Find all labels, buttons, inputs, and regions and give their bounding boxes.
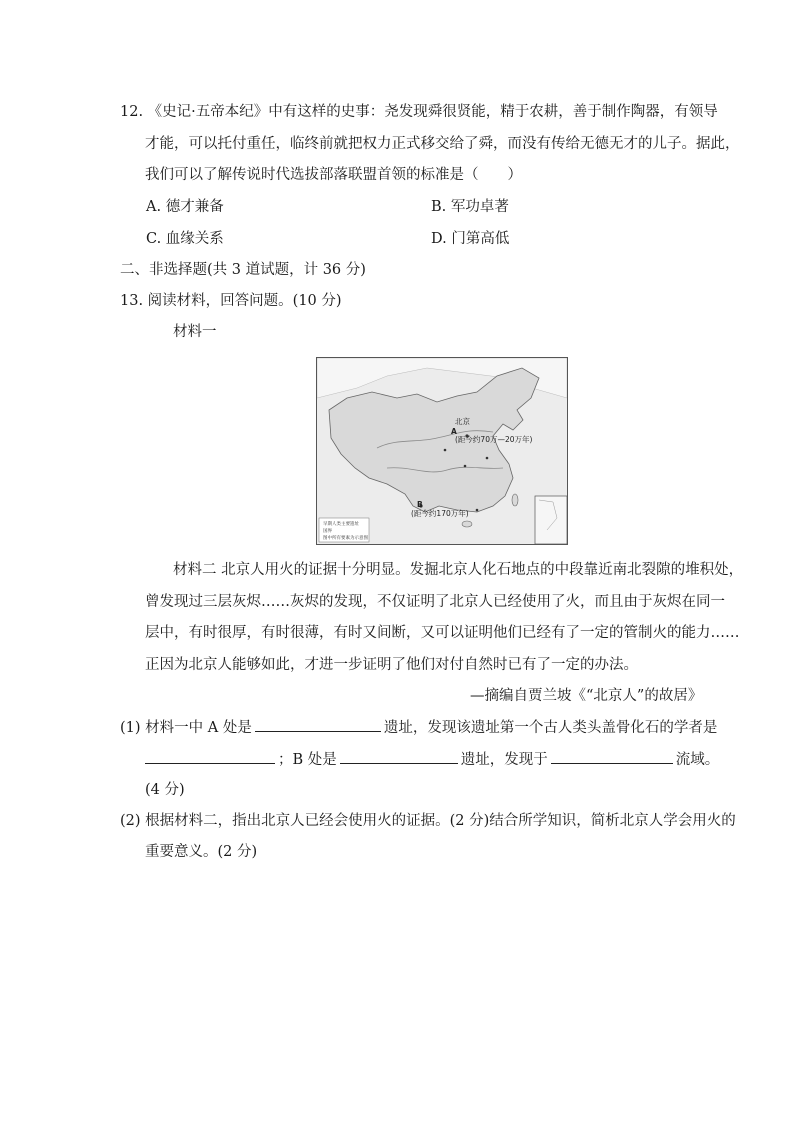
- material1-label: 材料一: [173, 324, 217, 340]
- material2-line-1: 材料二 北京人用火的证据十分明显。发掘北京人化石地点的中段靠近南北裂隙的堆积处，: [173, 562, 744, 578]
- section-heading: 二、非选择题(共 3 道试题，计 36 分): [120, 262, 366, 278]
- material2-line-3: 层中，有时很厚，有时很薄，有时又间断，又可以证明他们已经有了一定的管制火的能力……: [145, 625, 740, 641]
- answer-blank-site-a[interactable]: [255, 717, 381, 732]
- q12-line-2: 才能，可以托付重任，临终前就把权力正式移交给了舜，而没有传给无德无才的儿子。据此，: [145, 136, 740, 152]
- map-label-a: A: [451, 427, 457, 436]
- map-note-b: (距今约170万年): [411, 509, 469, 518]
- option-a[interactable]: A. 德才兼备: [146, 199, 224, 215]
- sub1-b-label: ；B 处是: [278, 752, 337, 768]
- material2-source: —摘编自贾兰坡《“北京人”的故居》: [470, 688, 703, 704]
- map-label-beijing: 北京: [455, 417, 470, 426]
- option-d[interactable]: D. 门第高低: [431, 231, 510, 247]
- legend-note: 图中所有要素为示意图: [323, 536, 368, 541]
- sub1-suffix: 流域。: [675, 752, 720, 768]
- sub1-line-1: [120, 717, 717, 738]
- map-svg: [317, 358, 567, 544]
- map-label-b: B: [417, 500, 423, 509]
- q13-stem: 13. 阅读材料，回答问题。(10 分): [120, 293, 342, 309]
- map-note-a: (距今约70万—20万年): [455, 435, 533, 444]
- sub2-line-1: (2) 根据材料二，指出北京人已经会使用火的证据。(2 分)结合所学知识，简析北京人学会用火的: [120, 813, 736, 829]
- china-map-figure: [316, 357, 568, 545]
- answer-blank-river[interactable]: [551, 749, 673, 764]
- sub1-middle: 遗址，发现该遗址第一个古人类头盖骨化石的学者是: [383, 720, 718, 736]
- sub1-score: (4 分): [145, 782, 185, 798]
- q12-line-3: 我们可以了解传说时代选拔部落联盟首领的标准是（ ）: [145, 167, 522, 183]
- legend-border: 国界: [323, 529, 332, 534]
- sub1-prefix: (1) 材料一中 A 处是: [120, 720, 252, 736]
- sub2-line-2: 重要意义。(2 分): [145, 844, 258, 860]
- material2-line-4: 正因为北京人能够如此，才进一步证明了他们对付自然时已有了一定的办法。: [145, 657, 638, 673]
- material2-line-2: 曾发现过三层灰烬……灰烬的发现，不仅证明了北京人已经使用了火，而且由于灰烬在同一: [145, 594, 725, 610]
- option-c[interactable]: C. 血缘关系: [146, 231, 224, 247]
- answer-blank-site-b[interactable]: [340, 749, 458, 764]
- legend-sites: 早期人类主要遗址: [323, 522, 359, 527]
- sub1-found-in: 遗址，发现于: [460, 752, 548, 768]
- answer-blank-scholar[interactable]: [145, 749, 275, 764]
- q12-line-1: 12. 《史记·五帝本纪》中有这样的史事：尧发现舜很贤能，精于农耕，善于制作陶器，有领导: [120, 104, 718, 120]
- option-b[interactable]: B. 军功卓著: [431, 199, 509, 215]
- sub1-line-2: [145, 749, 719, 770]
